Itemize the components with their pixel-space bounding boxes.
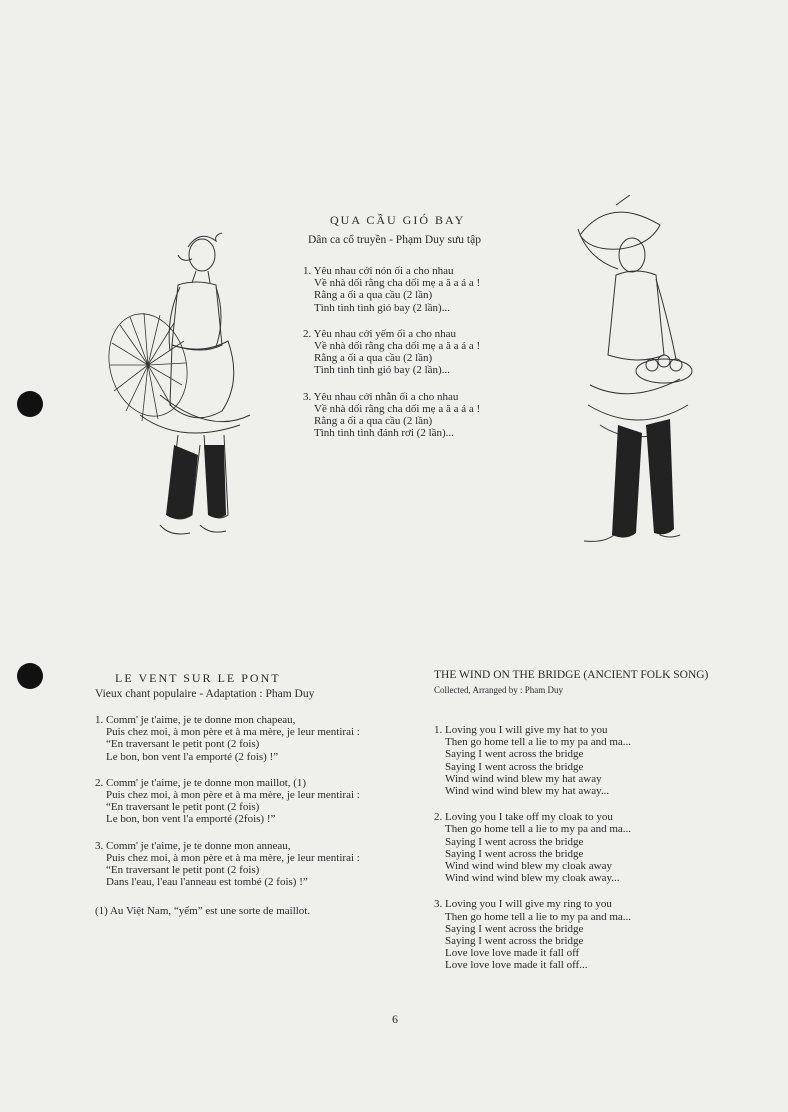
verse-line: “En traversant le petit pont (2 fois) <box>106 864 260 877</box>
vietnamese-song-block <box>303 213 563 439</box>
verse-line: Dans l'eau, l'eau l'anneau est tombé (2 fois) !” <box>106 876 308 889</box>
punch-hole-bottom <box>17 663 43 689</box>
page-number: 6 <box>392 1012 398 1026</box>
verse-line: Love love love made it fall off... <box>445 959 588 972</box>
french-stanza-2 <box>95 777 405 826</box>
english-stanza-1 <box>434 724 734 797</box>
verse-line: Puis chez moi, à mon père et à ma mère, je leur mentirai : <box>106 851 360 864</box>
verse-line: Le bon, bon vent l'a emporté (2fois) !” <box>106 813 276 826</box>
vietnamese-stanza-3 <box>303 391 563 440</box>
verse-line: Rằng a ối a qua cầu (2 lần) <box>314 415 433 428</box>
english-song-block <box>434 669 734 972</box>
punch-hole-top <box>17 391 43 417</box>
verse-line: Then go home tell a lie to my pa and ma... <box>445 823 632 836</box>
verse-line: Wind wind wind blew my hat away <box>445 772 602 785</box>
woman-with-conical-hat-illustration <box>100 225 260 555</box>
verse-line: Saying I went across the bridge <box>445 922 584 935</box>
verse-line: Wind wind wind blew my cloak away... <box>445 872 620 885</box>
verse-line: Then go home tell a lie to my pa and ma... <box>445 910 632 923</box>
verse-line: Wind wind wind blew my cloak away <box>445 860 612 873</box>
verse-line: Tình tình tình đánh rơi (2 lần)... <box>314 427 454 440</box>
verse-line: Saying I went across the bridge <box>445 748 584 761</box>
verse-line: Về nhà dối rằng cha dối mẹ a ă a á a ! <box>314 402 481 415</box>
verse-line: Wind wind wind blew my hat away... <box>445 785 610 798</box>
english-subtitle: Collected, Arranged by : Pham Duy <box>434 685 563 695</box>
verse-line: 2. Yêu nhau cởi yếm ối a cho nhau <box>303 327 456 340</box>
verse-line: 2. Comm' je t'aime, je te donne mon maillot, (1) <box>95 776 307 789</box>
vietnamese-subtitle: Dân ca cổ truyền - Phạm Duy sưu tập <box>308 234 481 246</box>
french-subtitle: Vieux chant populaire - Adaptation : Pham Duy <box>95 688 315 700</box>
verse-line: Then go home tell a lie to my pa and ma... <box>445 736 632 749</box>
english-stanza-3 <box>434 898 734 971</box>
verse-line: Le bon, bon vent l'a emporté (2 fois) !” <box>106 750 279 763</box>
french-stanza-1 <box>95 714 405 763</box>
verse-line: 3. Loving you I will give my ring to you <box>434 898 612 911</box>
verse-line: “En traversant le petit pont (2 fois) <box>106 801 260 814</box>
english-stanza-2 <box>434 811 734 884</box>
verse-line: Tình tình tình gió bay (2 lần)... <box>314 364 450 377</box>
verse-line: Saying I went across the bridge <box>445 935 584 948</box>
verse-line: Saying I went across the bridge <box>445 847 584 860</box>
verse-line: Rằng a ối a qua cầu (2 lần) <box>314 289 433 302</box>
verse-line: 3. Comm' je t'aime, je te donne mon anneau, <box>95 839 291 852</box>
verse-line: 1. Yêu nhau cởi nón ối a cho nhau <box>303 265 454 277</box>
verse-line: Rằng a ối a qua cầu (2 lần) <box>314 352 433 365</box>
verse-line: 1. Comm' je t'aime, je te donne mon chapeau, <box>95 714 296 726</box>
verse-line: 3. Yêu nhau cởi nhẫn ối a cho nhau <box>303 390 459 403</box>
french-song-block <box>95 671 405 918</box>
verse-line: Puis chez moi, à mon père et à ma mère, je leur mentirai : <box>106 789 360 802</box>
verse-line: 1. Loving you I will give my hat to you <box>434 724 608 736</box>
woman-with-fruit-basket-illustration <box>560 195 700 555</box>
french-footnote: (1) Au Việt Nam, “yếm” est une sorte de maillot. <box>95 905 311 918</box>
vietnamese-stanza-2 <box>303 328 563 377</box>
verse-line: Về nhà dối rằng cha dối mẹ a ă a á a ! <box>314 277 481 290</box>
vietnamese-title: QUA CẦU GIÓ BAY <box>330 213 466 227</box>
vietnamese-stanza-1 <box>303 265 563 314</box>
verse-line: Saying I went across the bridge <box>445 835 584 848</box>
verse-line: Puis chez moi, à mon père et à ma mère, je leur mentirai : <box>106 726 360 739</box>
verse-line: Tình tình tình gió bay (2 lần)... <box>314 301 450 314</box>
verse-line: “En traversant le petit pont (2 fois) <box>106 738 260 751</box>
french-stanza-3 <box>95 840 405 889</box>
verse-line: 2. Loving you I take off my cloak to you <box>434 811 613 824</box>
verse-line: Về nhà dối rằng cha dối mẹ a ă a á a ! <box>314 340 481 353</box>
english-title: THE WIND ON THE BRIDGE (ANCIENT FOLK SONG) <box>434 669 709 681</box>
french-title: LE VENT SUR LE PONT <box>115 671 281 685</box>
verse-line: Saying I went across the bridge <box>445 760 584 773</box>
verse-line: Love love love made it fall off <box>445 947 580 960</box>
